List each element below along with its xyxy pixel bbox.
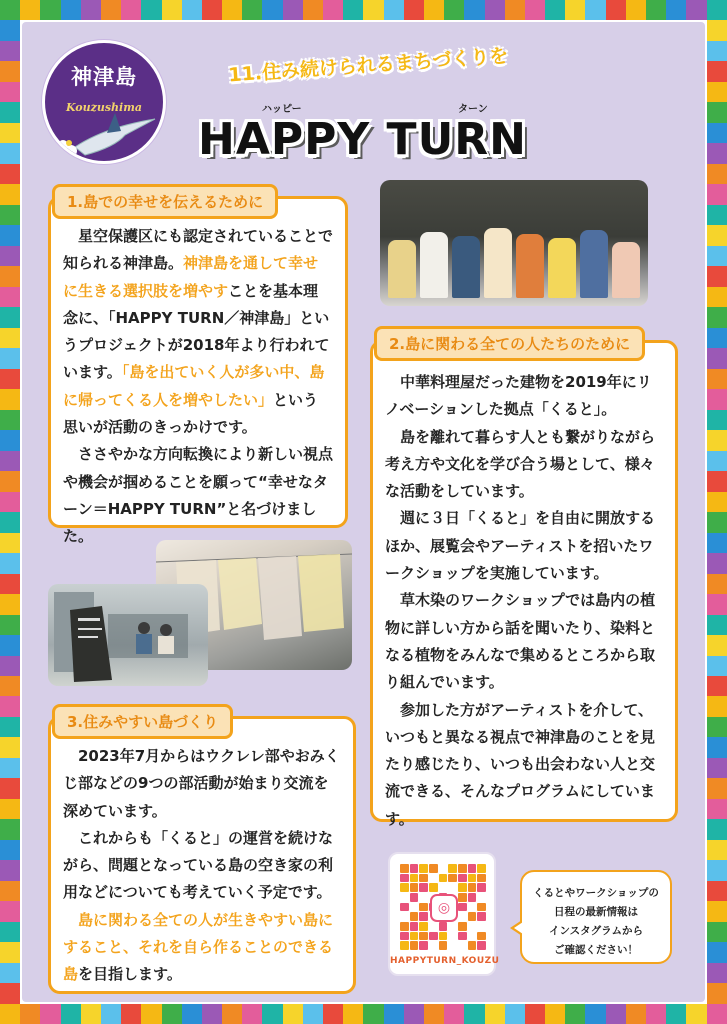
- bubble-line: ご確認ください！: [554, 943, 638, 956]
- section1-highlight: 神津島を通して幸せに生きる選択肢を増やす: [63, 254, 319, 300]
- decorative-border-bottom: [0, 1004, 727, 1024]
- photo-people: [388, 226, 640, 298]
- section3-highlight: 島に関わる全ての人が生きやすい島にすること、それを自ら作ることのできる島: [63, 910, 334, 984]
- section3-paragraph2: これからも「くると」の運営を続けながら、問題となっている島の空き家の利用などについても考えていく予定です。: [63, 828, 334, 902]
- decorative-border-top: [0, 0, 727, 20]
- kuruto-entrance-photo: [48, 584, 208, 686]
- sdg-subtitle: 11.住み続けられるまちづくりを: [227, 44, 510, 87]
- section2-box: [370, 340, 678, 828]
- section1-text: ことを基本理念に、「HAPPY TURN／神津島」というプロジェクトが2018年より行われています。: [63, 281, 330, 382]
- bubble-line: インスタグラムから: [548, 924, 644, 937]
- instagram-qr-code[interactable]: [388, 852, 500, 976]
- marlin-icon: [45, 107, 166, 164]
- group-photo: [380, 180, 648, 306]
- section2-paragraph5: 参加した方がアーティストを介して、いつもと異なる視点で神津島のことを見たり感じたり、いつも出会わない人と交流できる、そんなプログラムにしています。: [385, 700, 656, 828]
- section3-heading: 3.住みやすい島づくり: [52, 704, 233, 739]
- decorative-border-right: [707, 0, 727, 1024]
- title-ruby-happy: ハッピー: [262, 104, 302, 115]
- page-title: HAPPY TURN: [198, 114, 527, 165]
- bubble-line: くるとやワークショップの: [533, 887, 659, 899]
- instagram-icon: ◎: [430, 894, 458, 922]
- section1-box: [48, 196, 348, 546]
- entrance-illustration: [48, 584, 208, 686]
- section3-paragraph3: [63, 907, 341, 989]
- section2-paragraph4: 草木染のワークショップでは島内の植物に詳しい方から話を聞いたり、染料となる植物をみんなで集めるところから取り組んでいます。: [385, 591, 656, 692]
- section1-heading: 1.島での幸せを伝えるために: [52, 184, 278, 219]
- section2-heading: 2.島に関わる全ての人たちのために: [374, 326, 645, 361]
- section3-paragraph1: 2023年7月からはウクレレ部やおみくじ部などの9つの部活動が始まり交流を深めています。: [63, 747, 340, 820]
- section3-box: [48, 716, 356, 994]
- bubble-line: 日程の最新情報は: [554, 905, 638, 918]
- title-ruby-turn: ターン: [458, 104, 488, 115]
- decorative-border-left: [0, 0, 20, 1024]
- section1-highlight: 「島を出ていく人が多い中、島に帰ってくる人を増やしたい」: [63, 363, 325, 409]
- section1-text: という思いが活動のきっかけです。: [63, 390, 319, 437]
- section2-paragraph3: 週に３日「くると」を自由に開放するほか、展覧会やアーティストを招いたワークショップを実施しています。: [385, 509, 656, 583]
- logo-title: 神津島: [71, 65, 137, 89]
- logo-subtitle: Kouzushima: [65, 101, 143, 114]
- section3-text: を目指します。: [78, 965, 182, 984]
- section1-paragraph1: [63, 223, 333, 441]
- section2-paragraph1: 中華料理屋だった建物を2019年にリノベーションした拠点「くると」。: [385, 373, 652, 419]
- instagram-handle: HAPPYTURN_KOUZU: [390, 956, 500, 966]
- section1-text: 星空保護区にも認定されていることで知られる神津島。: [63, 227, 334, 273]
- section2-paragraph2: 島を離れて暮らす人とも繋がりながら考え方や文化を学び合う場として、様々な活動をしています。: [385, 427, 656, 501]
- kouzushima-logo: [42, 40, 166, 164]
- section1-paragraph2: ささやかな方向転換により新しい視点や機会が掴めることを願って“幸せなターン＝HAPPY TURN”と名づけました。: [63, 445, 334, 546]
- instagram-notice-bubble: [520, 870, 672, 964]
